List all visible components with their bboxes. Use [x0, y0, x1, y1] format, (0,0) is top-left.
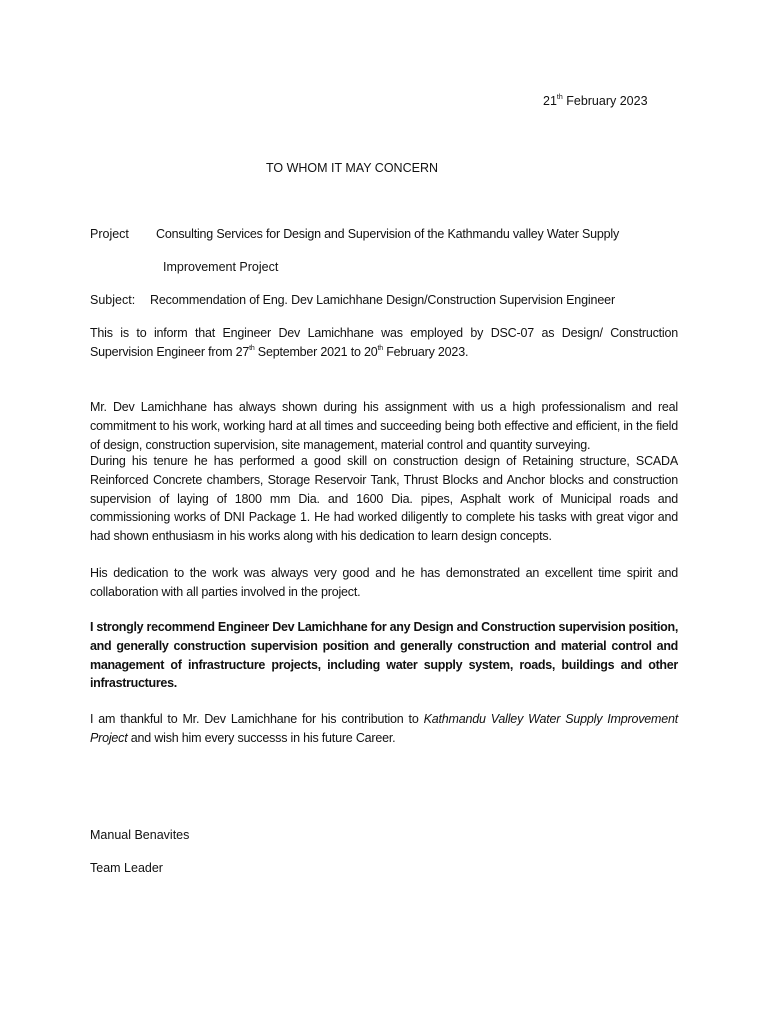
p6-part-b: and wish him every successs in his future Career.: [127, 730, 396, 745]
subject-text: Recommendation of Eng. Dev Lamichhane Design/Construction Supervision Engineer: [150, 293, 615, 307]
signatory-name: Manual Benavites: [90, 828, 190, 842]
p1-part-c: February 2023.: [382, 344, 469, 359]
p1-part-a: This is to inform that Engineer Dev Lamichhane was employed by DSC-07 as Design/ Construction Supervision Engineer from 27: [90, 326, 678, 359]
paragraph-recommendation: I strongly recommend Engineer Dev Lamichhane for any Design and Construction supervision position, and generally construction supervision position and generally construction and material control and management of infrastructure projects, including water supply system, roads, buildings and other infrastructures.: [90, 620, 678, 691]
p6-part-a: I am thankful to Mr. Dev Lamichhane for his contribution to: [90, 712, 424, 726]
p1-sup-b: th: [377, 344, 383, 352]
signatory-title: Team Leader: [90, 861, 163, 875]
p1-sup-a: th: [249, 344, 255, 352]
subject-label: Subject:: [90, 293, 136, 307]
project-label: Project: [90, 227, 129, 241]
paragraph-employment: [90, 324, 678, 362]
date-month-year: February 2023: [566, 94, 648, 108]
letter-heading: TO WHOM IT MAY CONCERN: [266, 161, 438, 175]
p6-project-name: Kathmandu Valley Water Supply Improvement Project: [90, 712, 678, 745]
date-suffix: th: [556, 94, 563, 101]
project-title-line2: Improvement Project: [163, 260, 279, 274]
letter-date: [543, 94, 648, 108]
paragraph-dedication: His dedication to the work was always very good and he has demonstrated an excellent time spirit and collaboration with all parties involved in the project.: [90, 566, 678, 599]
date-day: 21: [543, 94, 557, 108]
paragraph-professionalism: Mr. Dev Lamichhane has always shown during his assignment with us a high professionalism and real commitment to his work, working hard at all times and succeeding being both effective and efficient, in the field of design, construction supervision, site management, material control and quantity surveying.: [90, 400, 678, 452]
paragraph-thanks: [90, 710, 678, 748]
p1-part-b: September 2021 to 20: [254, 344, 378, 359]
project-title-line1: Consulting Services for Design and Supervision of the Kathmandu valley Water Supply: [156, 227, 620, 241]
paragraph-tenure: During his tenure he has performed a good skill on construction design of Retaining structure, SCADA Reinforced Concrete chambers, Storage Reservoir Tank, Thrust Blocks and Anchor blocks and construction supervision of laying of 1800 mm Dia. and 1600 Dia. pipes, Asphalt work of Municipal roads and commissioning works of DNI Package 1. He had worked diligently to complete his tasks with great vigor and had shown enthusiasm in his works along with his dedication to learn design concepts.: [90, 454, 678, 544]
